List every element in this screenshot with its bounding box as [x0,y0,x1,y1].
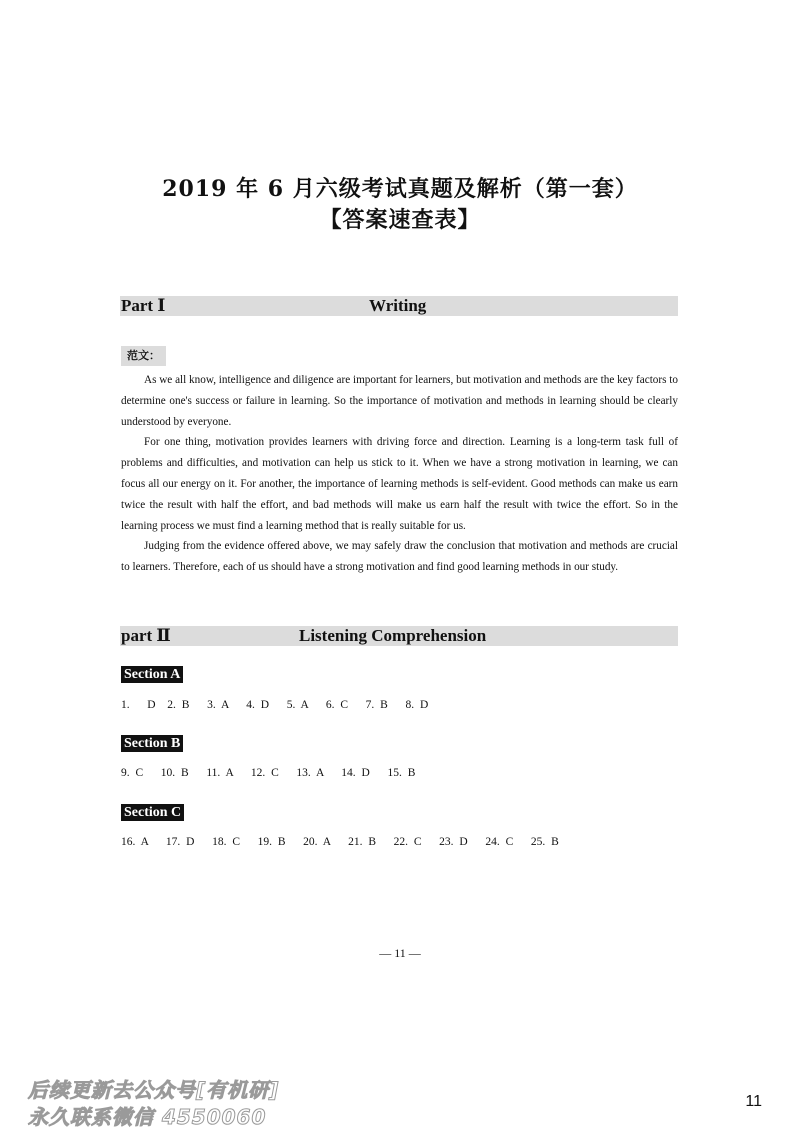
corner-page-number: 11 [745,1093,762,1110]
page-title: 2019 年 6 月六级考试真题及解析（第一套） [162,176,638,202]
part1-header [120,296,678,316]
section-a-answers: 1. D 2. B 3. A 4. D 5. A 6. C 7. B 8. D [121,699,429,711]
essay-paragraph: For one thing, motivation provides learners with driving force and direction. Learning is a long-term task full of problems and difficulties, and motivation can help us stick to it. When we have a strong motivation in learning, we can focus all our energy on it. For another, the importance of learning methods is self-evident. Good methods can make us earn twice the result with half the effort, and bad methods will make us earn half the result with twice the effort. So in the learning process we must find a learning method that is really suitable for us. [121,436,678,532]
watermark-line-2: 永久联系微信 4550060 [28,1105,267,1129]
part2-label: part Ⅱ [121,626,171,645]
model-essay-badge: 范文： [121,346,166,366]
part2-title: Listening Comprehension [299,626,487,645]
watermark-line-1: 后续更新去公众号[有机研] [28,1078,280,1102]
essay-paragraph: As we all know, intelligence and diligence are important for learners, but motivation and methods are the key factors to determine one's success or failure in learning. So the importance of motivation and methods in learning should be clearly understood by everyone. [121,374,678,428]
section-a-label: Section A [121,666,183,683]
part1-label: Part Ⅰ [121,296,166,315]
section-c-answers: 16. A 17. D 18. C 19. B 20. A 21. B 22. C 23. D 24. C 25. B [121,836,559,848]
section-c-label: Section C [121,804,184,821]
essay-paragraph: Judging from the evidence offered above, we may safely draw the conclusion that motivation and methods are crucial to learners. Therefore, each of us should have a strong motivation and find good learning methods in our study. [121,540,678,574]
part2-header [120,626,678,646]
section-b-answers: 9. C 10. B 11. A 12. C 13. A 14. D 15. B [121,767,416,779]
page-subtitle: 【答案速查表】 [319,207,481,233]
section-b-label: Section B [121,735,183,752]
model-essay [121,370,678,578]
page-number: — 11 — [379,946,421,960]
part1-title: Writing [369,296,427,315]
